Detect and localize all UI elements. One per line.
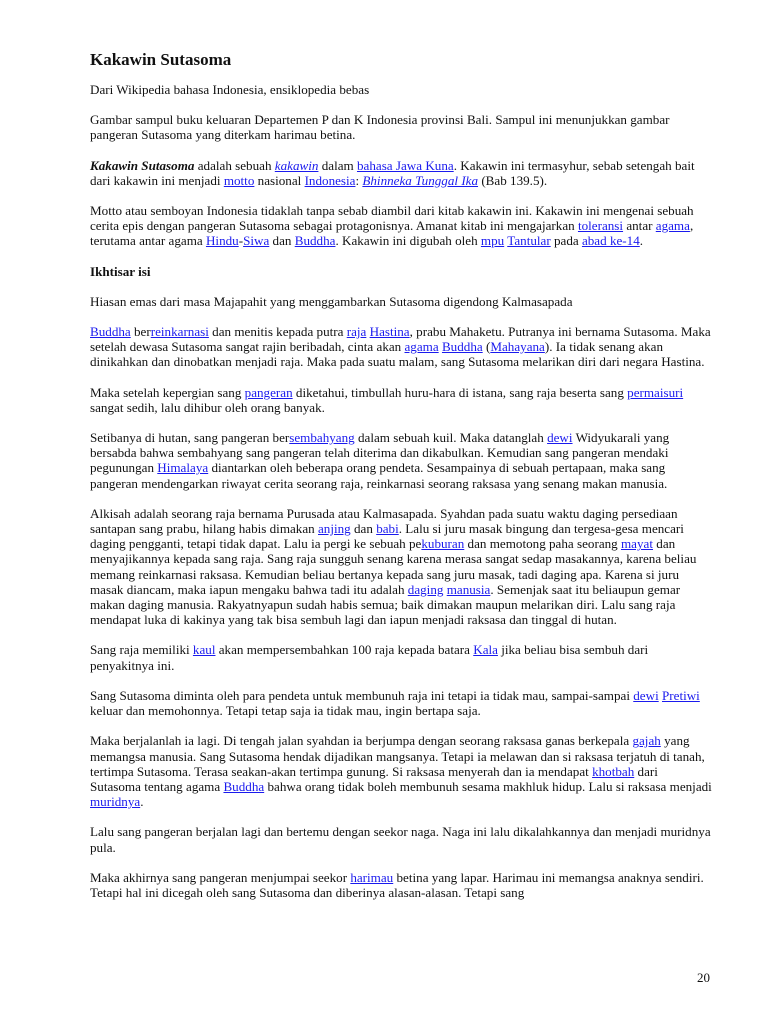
text-run: , prabu Mahaketu. Putranya ini bernama Sutasoma. Maka setelah dewasa Sutasoma sangat rajin beribadah, cinta akan <box>90 324 711 355</box>
section-heading <box>90 264 712 279</box>
wiki-link[interactable]: khotbah <box>592 763 635 779</box>
wiki-link[interactable]: Buddha <box>441 339 483 355</box>
wiki-link[interactable]: Mahayana <box>490 339 545 355</box>
bold-italic-text: Kakawin Sutasoma <box>90 157 195 173</box>
wiki-link[interactable]: pangeran <box>244 384 293 400</box>
text-run: Sang raja memiliki <box>90 642 193 658</box>
text-run: Lalu sang pangeran berjalan lagi dan bertemu dengan seekor naga. Naga ini lalu dikalahkannya dan menjadi muridnya pula. <box>90 824 711 855</box>
wiki-link[interactable]: Pretiwi <box>661 687 700 703</box>
wiki-link[interactable]: dewi <box>633 687 659 703</box>
text-run: ber <box>130 324 151 340</box>
article-paragraph <box>90 203 712 249</box>
text-run: betina yang lapar. Harimau ini memangsa anaknya sendiri. Tetapi hal ini dicegah oleh sang Sutasoma dan diberinya alasan-alasan. Tetapi sang <box>90 869 704 900</box>
wiki-link[interactable]: mayat <box>621 536 653 552</box>
wiki-link[interactable]: motto <box>223 172 255 188</box>
wiki-link[interactable]: Tantular <box>507 233 551 249</box>
wiki-link[interactable]: Hastina <box>369 324 410 340</box>
page-number: 20 <box>697 970 710 985</box>
wiki-link[interactable]: anjing <box>318 521 351 537</box>
wiki-link[interactable]: Siwa <box>243 233 270 249</box>
wiki-link[interactable]: kuburan <box>421 536 465 552</box>
text-run: . <box>140 794 144 810</box>
article-paragraph <box>90 294 712 309</box>
text-run: yang memangsa manusia. Sang Sutasoma hendak dijadikan mangsanya. Tetapi ia melawan dan si raksasa terjatuh di tanah, tertimpa Sutasoma. Terasa seakan-akan tertimpa gunung. Si raksasa menyerah dan ia mendapat <box>90 733 705 779</box>
article-paragraph <box>90 733 712 809</box>
wiki-link[interactable]: reinkarnasi <box>150 324 209 340</box>
text-run: Hiasan emas dari masa Majapahit yang menggambarkan Sutasoma digendong Kalmasapada <box>90 293 573 309</box>
wiki-link[interactable]: muridnya <box>90 794 141 810</box>
wiki-link[interactable]: Himalaya <box>157 460 209 476</box>
text-run: Widyukarali yang bersabda bahwa sembahyang sang pangeran telah diterima dan dikabulkan. Kemudian sang pangeran mendaki pegunungan <box>90 430 670 476</box>
wiki-link[interactable]: sembahyang <box>289 430 355 446</box>
text-run: . Kakawin ini termasyhur, sebab setengah bait dari kakawin ini menjadi <box>90 157 695 188</box>
text-run: Setibanya di hutan, sang pangeran ber <box>90 430 290 446</box>
text-run: dan menitis kepada putra <box>208 324 347 340</box>
text-run: - <box>238 233 244 249</box>
wiki-link[interactable]: Buddha <box>294 233 336 249</box>
wiki-link[interactable]: bahasa Jawa Kuna <box>356 157 454 173</box>
article-paragraph <box>90 385 712 415</box>
text-run: Motto atau semboyan Indonesia tidaklah tanpa sebab diambil dari kitab kakawin ini. Kakawin ini mengenai sebuah cerita epis dengan pangeran Sutasoma sebagai protagonisnya. Amanat kitab ini mengajarkan <box>90 203 694 234</box>
article-title: Kakawin Sutasoma <box>90 50 232 69</box>
text-run: keluar dan memohonnya. Tetapi tetap saja ia tidak mau, ingin bertapa saja. <box>90 703 481 719</box>
wiki-link[interactable]: kaul <box>192 642 216 658</box>
text-run: Maka berjalanlah ia lagi. Di tengah jalan syahdan ia berjumpa dengan seorang raksasa ganas berkepala <box>90 733 633 749</box>
text-run: : <box>355 172 363 188</box>
text-run: dari Sutasoma tentang agama <box>90 763 658 794</box>
text-run: (Bab 139.5). <box>478 172 548 188</box>
text-run: dalam sebuah kuil. Maka datanglah <box>354 430 548 446</box>
text-run: sangat sedih, lalu dihibur oleh orang banyak. <box>90 399 325 415</box>
text-run: pada <box>550 233 582 249</box>
wiki-link[interactable]: permaisuri <box>627 384 684 400</box>
wiki-link[interactable]: Kala <box>473 642 498 658</box>
text-run: . Lalu si juru masak bingung dan tergesa-gesa mencari daging pengganti, tetapi tidak dapat. Lalu ia pergi ke sebuah pe <box>90 521 684 552</box>
wiki-link[interactable]: dewi <box>547 430 573 446</box>
wiki-link[interactable]: harimau <box>350 869 394 885</box>
text-run: dan <box>269 233 295 249</box>
text-run: Ikhtisar isi <box>90 263 151 279</box>
text-run: jika beliau bisa sembuh dari penyakitnya ini. <box>90 642 649 673</box>
article-paragraph <box>90 158 712 188</box>
text-run: antar <box>623 218 656 234</box>
text-run: . <box>639 233 644 249</box>
text-run: dan menyajikannya kepada sang raja. Sang raja sungguh senang karena merasa sangat sedap masakannya, karena beliau memang reinkarnasi raksasa. Kemudian beliau bertanya kepada sang juru masak, tadi daging apa. Karena si juru masak diancam, maka iapun mengaku bahwa tadi itu adalah <box>90 536 697 597</box>
wiki-link[interactable]: raja <box>346 324 367 340</box>
text-run: akan mempersembahkan 100 raja kepada batara <box>215 642 474 658</box>
text-run: diketahui, timbullah huru-hara di istana, sang raja beserta sang <box>292 384 628 400</box>
text-run: Alkisah adalah seorang raja bernama Purusada atau Kalmasapada. Syahdan pada suatu waktu daging persediaan santapan sang prabu, hilang habis dimakan <box>90 505 678 537</box>
wiki-link[interactable]: agama <box>655 218 690 234</box>
text-run: dalam <box>318 157 357 173</box>
article-body <box>90 158 712 901</box>
wiki-link[interactable]: Buddha <box>90 324 131 340</box>
text-run: , terutama antar agama <box>90 218 694 249</box>
wiki-link[interactable]: Indonesia <box>304 172 356 188</box>
text-run: . Semenjak saat itu beliaupun gemar makan daging manusia. Rakyatnyapun sudah habis semua; baik dimakan maupun melarikan diri. Lalu sang raja mendapat luka di kakinya yang tak bisa sembuh lagi dan iapun menjadi raksasa dan tinggal di hutan. <box>90 581 681 628</box>
wiki-link[interactable]: Hindu <box>205 233 239 249</box>
article-paragraph <box>90 824 712 854</box>
wiki-link[interactable]: toleransi <box>577 218 624 234</box>
text-run: Maka akhirnya sang pangeran menjumpai seekor <box>90 869 351 885</box>
text-run: bahwa orang tidak boleh membunuh sesama makhluk hidup. Lalu si raksasa menjadi <box>264 778 712 794</box>
text-run: . Kakawin ini digubah oleh <box>335 233 481 249</box>
text-run: diantarkan oleh beberapa orang pendeta. Sesampainya di sebuah pertapaan, maka sang pangeran mendengarkan riwayat cerita seorang raja, reinkarnasi seorang raksasa yang senang makan manusia. <box>90 460 668 491</box>
image-caption: Gambar sampul buku keluaran Departemen P dan K Indonesia provinsi Bali. Sampul ini menunjukkan gambar pangeran Sutasoma yang diterkam harimau betina. <box>90 112 670 143</box>
text-run: Maka setelah kepergian sang <box>90 384 245 400</box>
article-paragraph <box>90 506 712 628</box>
text-run: adalah sebuah <box>194 157 275 173</box>
text-run: ). Ia tidak senang akan dinikahkan dan dinobatkan menjadi raja. Maka pada suatu malam, sang Sutasoma melarikan diri dari negara Hastina. <box>90 339 705 370</box>
article-paragraph <box>90 688 712 718</box>
article-subtitle: Dari Wikipedia bahasa Indonesia, ensiklopedia bebas <box>90 82 370 97</box>
text-run: ( <box>482 339 491 355</box>
article-paragraph <box>90 642 712 672</box>
wiki-link[interactable]: mpu <box>480 233 505 249</box>
wiki-link[interactable]: gajah <box>632 733 661 749</box>
wiki-link[interactable]: Bhinneka Tunggal Ika <box>362 172 479 188</box>
document-page <box>90 50 712 915</box>
wiki-link[interactable]: Buddha <box>223 778 265 794</box>
wiki-link[interactable]: manusia <box>446 581 491 597</box>
wiki-link[interactable]: babi <box>376 521 399 537</box>
wiki-link[interactable]: daging <box>407 581 444 597</box>
article-paragraph <box>90 324 712 370</box>
text-run: dan memotong paha seorang <box>464 536 621 552</box>
text-run: nasional <box>254 172 305 188</box>
article-paragraph <box>90 870 712 900</box>
text-run: dan <box>350 521 377 537</box>
text-run: Sang Sutasoma diminta oleh para pendeta untuk membunuh raja ini tetapi ia tidak mau, sampai-sampai <box>90 687 634 703</box>
wiki-link[interactable]: kakawin <box>274 157 319 173</box>
wiki-link[interactable]: abad ke-14 <box>581 233 640 249</box>
article-paragraph <box>90 430 712 491</box>
wiki-link[interactable]: agama <box>404 339 439 355</box>
